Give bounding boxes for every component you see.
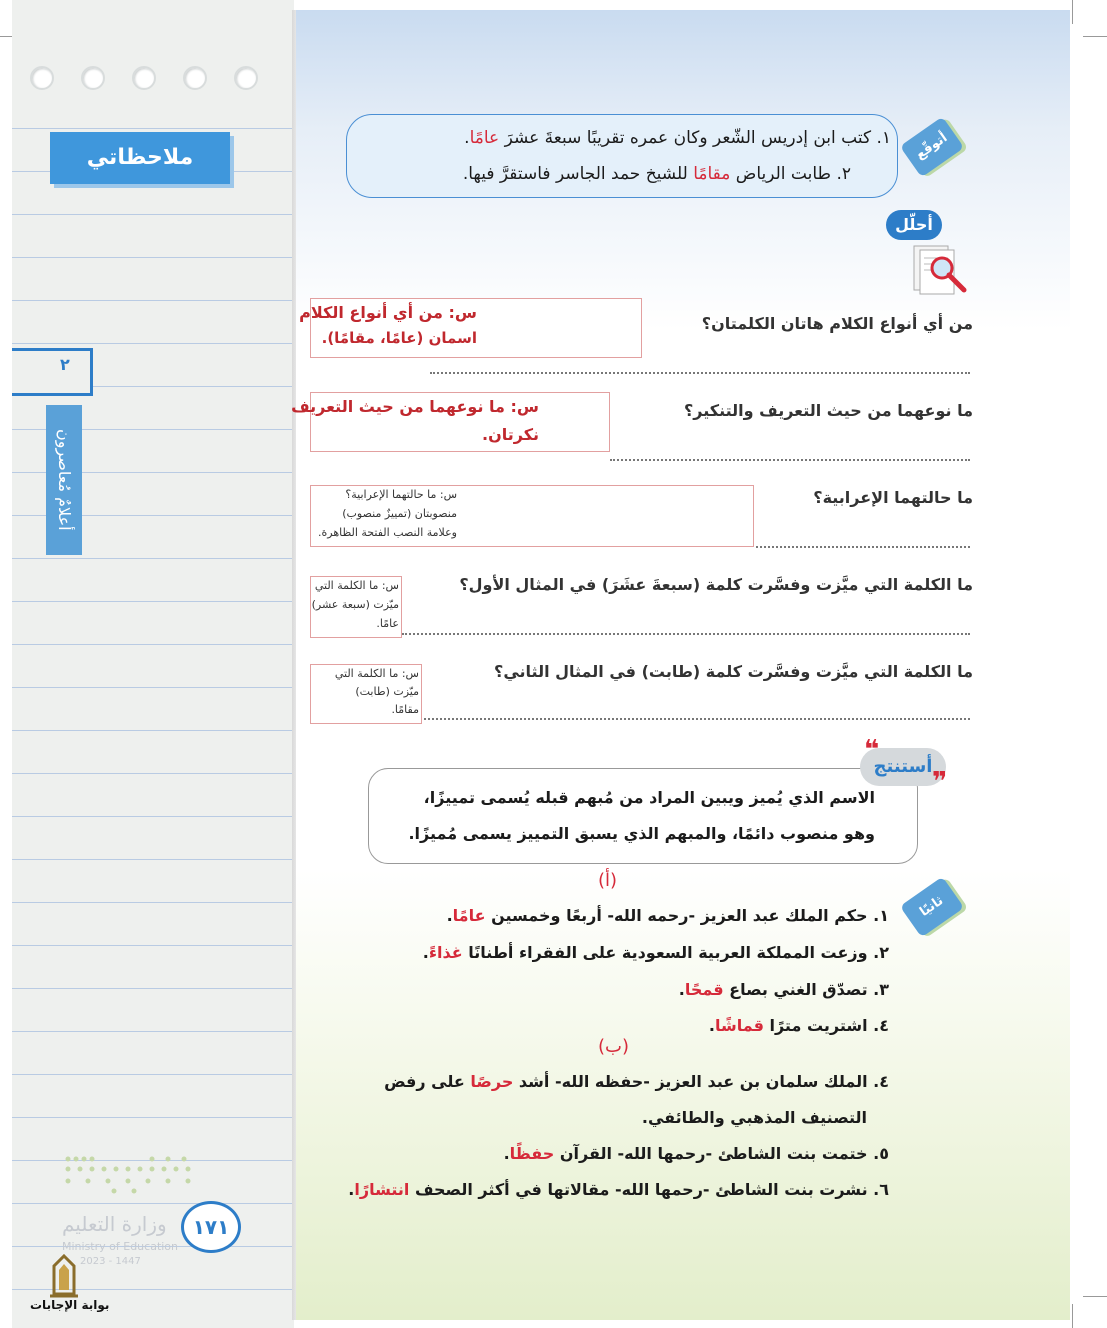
answer-question: س: ما حالتهما الإعرابية؟ bbox=[345, 488, 457, 501]
section-b-label: (ب) bbox=[598, 1036, 629, 1057]
conclusion-box bbox=[368, 768, 918, 864]
ministry-logo-dots bbox=[64, 1155, 194, 1195]
sentence: ٢. وزعت المملكة العربية السعودية على الفقراء أطنانًا غذاءً. bbox=[422, 943, 889, 962]
question-5: ما الكلمة التي ميَّزت وفسَّرت كلمة (طابت) في المثال الثاني؟ bbox=[494, 662, 973, 681]
highlight-word: عامًا bbox=[469, 128, 500, 148]
crop-mark bbox=[1072, 1304, 1073, 1328]
unit-box bbox=[12, 348, 93, 396]
answer-text: مقامًا. bbox=[391, 703, 419, 716]
sentence: ٤. الملك سلمان بن عبد العزيز -حفظه الله- أشد حرصًا على رفض bbox=[384, 1072, 889, 1091]
conclusion-line: وهو منصوب دائمًا، والمبهم الذي يسبق التمييز يسمى مُميزًا. bbox=[408, 824, 875, 843]
answer-text: ميّزت (سبعة عشر) bbox=[311, 598, 399, 611]
sentence: ١. حكم الملك عبد العزيز -رحمه الله- أربعًا وخمسين عامًا. bbox=[446, 906, 889, 925]
question-2: ما نوعهما من حيث التعريف والتنكير؟ bbox=[684, 401, 973, 420]
highlight-word: حرصًا bbox=[470, 1072, 514, 1091]
answer-line bbox=[756, 546, 970, 548]
highlight-word: حفظًا bbox=[509, 1144, 555, 1163]
watermark-text: بوابة الإجابات bbox=[30, 1298, 110, 1312]
binder-hole bbox=[81, 66, 105, 90]
highlight-word: قمحًا bbox=[684, 980, 724, 999]
binder-hole bbox=[132, 66, 156, 90]
answer-box-3 bbox=[310, 485, 754, 547]
examples-badge-label: أتوقّع bbox=[913, 130, 951, 163]
crop-mark bbox=[1072, 0, 1073, 24]
ministry-name-en: Ministry of Education bbox=[62, 1240, 179, 1253]
magnifier-icon bbox=[910, 244, 970, 296]
unit-title: أعلامٌ مُعاصرون bbox=[46, 405, 82, 555]
sentence: ٤. اشتريت مترًا قماشًا. bbox=[708, 1016, 889, 1035]
binder-hole bbox=[30, 66, 54, 90]
answer-text: ميّزت (طابت) bbox=[355, 685, 419, 698]
answer-line bbox=[402, 633, 970, 635]
quote-close-icon: ❞ bbox=[932, 767, 948, 797]
binder-hole bbox=[234, 66, 258, 90]
sentence-continuation: التصنيف المذهبي والطائفي. bbox=[641, 1108, 867, 1127]
sentence: ٦. نشرت بنت الشاطئ -رحمها الله- مقالاتها في أكثر الصحف انتشارًا. bbox=[348, 1180, 889, 1199]
answer-question: س: ما الكلمة التي bbox=[314, 579, 399, 592]
notes-title: ملاحظاتي bbox=[50, 132, 230, 184]
watermark-logo-icon bbox=[44, 1254, 84, 1298]
example-line: ١. كتب ابن إدريس الشّعر وكان عمره تقريبًا سبعةَ عشرَ عامًا. bbox=[464, 128, 891, 148]
notes-sidebar bbox=[12, 0, 294, 1328]
answer-question: س: ما الكلمة التي bbox=[334, 667, 419, 680]
question-1: من أي أنواع الكلام هاتان الكلمتان؟ bbox=[701, 314, 973, 333]
answer-text: نكرتان. bbox=[481, 425, 539, 444]
answer-line bbox=[424, 718, 970, 720]
answer-line bbox=[610, 459, 970, 461]
crop-mark bbox=[1083, 36, 1107, 37]
ministry-name-ar: وزارة التعليم bbox=[62, 1212, 167, 1236]
page-number: ١٧١ bbox=[181, 1201, 241, 1253]
conclude-label: أستنتج bbox=[860, 748, 946, 786]
question-3: ما حالتهما الإعرابية؟ bbox=[813, 488, 973, 507]
answer-box-2 bbox=[291, 392, 610, 452]
quote-open-icon: ❝ bbox=[864, 735, 880, 765]
crop-mark bbox=[1083, 1296, 1107, 1297]
unit-number: ٢ bbox=[60, 355, 70, 374]
notes-top bbox=[12, 0, 294, 110]
highlight-word: عامًا bbox=[452, 906, 486, 925]
answer-text: عامًا. bbox=[376, 617, 399, 630]
conclusion-line: الاسم الذي يُميز ويبين المراد من مُبهم قبله يُسمى تمييزًا، bbox=[423, 788, 875, 807]
analyze-label: أحلّل bbox=[886, 210, 942, 240]
answer-line bbox=[430, 372, 970, 374]
sentence: ٥. ختمت بنت الشاطئ -رحمها الله- القرآن حفظًا. bbox=[503, 1144, 889, 1163]
answer-text: وعلامة النصب الفتحة الظاهرة. bbox=[318, 526, 457, 539]
answer-box-5 bbox=[310, 664, 422, 724]
ministry-year: 2023 - 1447 bbox=[80, 1256, 141, 1267]
section-a-label: (أ) bbox=[598, 870, 618, 891]
highlight-word: انتشارًا bbox=[354, 1180, 410, 1199]
answer-question: س: ما نوعهما من حيث التعريف bbox=[291, 397, 539, 416]
binder-hole bbox=[183, 66, 207, 90]
answer-text: منصوبتان (تمييزٌ منصوب) bbox=[342, 507, 457, 520]
answer-box-4 bbox=[310, 576, 402, 638]
sentence: ٣. تصدّق الغني بصاع قمحًا. bbox=[678, 980, 889, 999]
answer-box-1 bbox=[299, 298, 642, 358]
answer-question: س: من أي أنواع الكلام bbox=[299, 303, 477, 322]
answer-text: اسمان (عامًا، مقامًا). bbox=[321, 329, 477, 347]
examples-box bbox=[346, 114, 898, 198]
question-4: ما الكلمة التي ميَّزت وفسَّرت كلمة (سبعةَ عشَرَ) في المثال الأول؟ bbox=[459, 575, 973, 594]
highlight-word: مقامًا bbox=[693, 164, 731, 184]
example-line: ٢. طابت الرياض مقامًا للشيخ حمد الجاسر فاستقرَّ فيها. bbox=[462, 164, 851, 184]
highlight-word: غذاءً bbox=[428, 943, 463, 962]
second-badge-label: ثانيًا bbox=[917, 893, 947, 920]
highlight-word: قماشًا bbox=[714, 1016, 764, 1035]
